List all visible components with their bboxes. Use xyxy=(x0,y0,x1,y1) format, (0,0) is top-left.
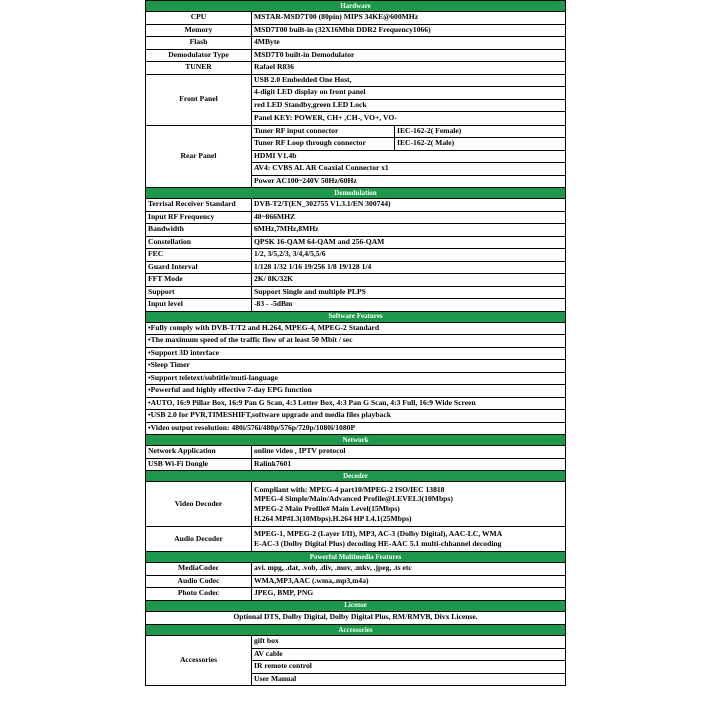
front-panel-item: red LED Standby,green LED Lock xyxy=(252,99,566,112)
front-panel-item: Panel KEY: POWER, CH+ ,CH-, VO+, VO- xyxy=(252,112,566,126)
spec-label: Photo Codec xyxy=(146,588,252,601)
spec-value: WMA,MP3,AAC (.wma,.mp3,m4a) xyxy=(252,575,566,588)
spec-value: DVB-T2/T(EN_302755 V1.3.1/EN 300744) xyxy=(252,199,566,212)
feature-item: •Video output resolution: 480i/576i/480p/576p/720p/1080i/1080P xyxy=(146,422,566,435)
section-header-multimedia: Powerful Multimedia Features xyxy=(146,552,566,563)
rear-panel-item: HDMI V1.4b xyxy=(252,150,566,163)
feature-item: •Powerful and highly effective 7-day EPG function xyxy=(146,385,566,398)
section-header-license: License xyxy=(146,600,566,611)
section-header-accessories: Accessories xyxy=(146,625,566,636)
section-header-network: Network xyxy=(146,435,566,446)
feature-item: •Fully comply with DVB-T/T2 and H.264, MPEG-4, MPEG-2 Standard xyxy=(146,322,566,335)
spec-value: online video , IPTV protocol xyxy=(252,446,566,459)
feature-item: •The maximum speed of the traffic flow of at least 50 Mbit / sec xyxy=(146,335,566,348)
rear-panel-item: AV4: CVBS AL AR Coaxial Connector x1 xyxy=(252,163,566,176)
spec-label: Terrisal Receiver Standard xyxy=(146,199,252,212)
video-decoder-value xyxy=(252,482,566,527)
accessory-item: User Manual xyxy=(252,673,566,686)
feature-item: •Support teletext/subtitle/muti-language xyxy=(146,372,566,385)
spec-value: Support Single and multiple PLPS xyxy=(252,286,566,299)
feature-item: •Sleep Timer xyxy=(146,360,566,373)
rear-panel-label: Rear Panel xyxy=(146,125,252,188)
spec-value: -83 - -5dBm xyxy=(252,299,566,312)
spec-value: 48~866MHZ xyxy=(252,211,566,224)
spec-label: Bandwidth xyxy=(146,224,252,237)
accessory-item: AV cable xyxy=(252,648,566,661)
spec-table xyxy=(145,0,566,686)
video-decoder-line: MPEG-4 Simple/Main/Advanced Profile@LEVEL3(10Mbps) xyxy=(254,494,453,504)
accessory-item: gift box xyxy=(252,636,566,649)
spec-label: MediaCodec xyxy=(146,563,252,576)
rear-panel-spec: IEC-162-2( Male) xyxy=(395,138,566,151)
spec-value: MSD7T00 built-in (32X16Mbit DDR2 Frequency1066) xyxy=(252,24,566,37)
spec-value: Ralink7601 xyxy=(252,458,566,471)
audio-decoder-line: MPEG-1, MPEG-2 (Layer I/II), MP3, AC-3 (Dolby Digital), AAC-LC, WMA xyxy=(254,529,503,539)
rear-panel-item: Power AC100~240V 50Hz/60Hz xyxy=(252,175,566,188)
spec-value: JPEG, BMP, PNG xyxy=(252,588,566,601)
audio-decoder-value xyxy=(252,527,566,552)
spec-label: CPU xyxy=(146,12,252,25)
spec-value: avi. mpg, .dat, .vob, .div, .mov, .mkv, .jpeg, .ts etc xyxy=(252,563,566,576)
spec-label: Memory xyxy=(146,24,252,37)
spec-value: 6MHz,7MHz,8MHz xyxy=(252,224,566,237)
license-text: Optional DTS, Dolby Digital, Dolby Digital Plus, RM/RMVB, Divx License. xyxy=(146,611,566,625)
spec-value: MSTAR-MSD7T00 (80pin) MIPS 34KE@600MHz xyxy=(252,12,566,25)
front-panel-label: Front Panel xyxy=(146,74,252,125)
section-header-software: Software Features xyxy=(146,311,566,322)
spec-label: Constellation xyxy=(146,236,252,249)
video-decoder-line: Compliant with: MPEG-4 part10/MPEG-2 ISO/IEC 13818 xyxy=(254,484,445,494)
feature-item: •USB 2.0 for PVR,TIMESHIFT,software upgrade and media files playback xyxy=(146,410,566,423)
feature-item: •Support 3D interface xyxy=(146,347,566,360)
accessories-label: Accessories xyxy=(146,636,252,686)
spec-label: Flash xyxy=(146,37,252,50)
spec-sheet xyxy=(145,0,565,686)
rear-panel-item: Tuner RF Loop through connector xyxy=(252,138,395,151)
video-decoder-line: H.264 MP#L3(10Mbps).H.264 HP L4.1(25Mbps) xyxy=(254,513,412,523)
feature-item: •AUTO, 16:9 Pillar Box, 16:9 Pan G Scan, 4:3 Letter Box, 4:3 Pan G Scan, 4:3 Full, 16:9 Wide Screen xyxy=(146,397,566,410)
video-decoder-label: Video Decoder xyxy=(146,482,252,527)
spec-value: MSD7T0 built-in Demodulator xyxy=(252,49,566,62)
spec-label: Input RF Frequency xyxy=(146,211,252,224)
spec-label: TUNER xyxy=(146,62,252,75)
spec-value: 1/128 1/32 1/16 19/256 1/8 19/128 1/4 xyxy=(252,261,566,274)
audio-decoder-label: Audio Decoder xyxy=(146,527,252,552)
spec-label: FFT Mode xyxy=(146,274,252,287)
section-header-hardware: Hardware xyxy=(146,1,566,12)
spec-label: Network Application xyxy=(146,446,252,459)
video-decoder-line: MPEG-2 Main Profile# Main Level(15Mbps) xyxy=(254,504,400,513)
spec-value: 4MByte xyxy=(252,37,566,50)
spec-label: USB Wi-Fi Dongle xyxy=(146,458,252,471)
section-header-decoder: Decoder xyxy=(146,471,566,482)
front-panel-item: USB 2.0 Embedded One Host, xyxy=(252,74,566,87)
spec-label: FEC xyxy=(146,249,252,262)
spec-value: 2K/ 8K/32K xyxy=(252,274,566,287)
accessory-item: IR remote control xyxy=(252,661,566,674)
spec-value: QPSK 16-QAM 64-QAM and 256-QAM xyxy=(252,236,566,249)
spec-value: 1/2, 3/5,2/3, 3/4,4/5,5/6 xyxy=(252,249,566,262)
rear-panel-spec: IEC-162-2( Female) xyxy=(395,125,566,138)
spec-label: Audio Codec xyxy=(146,575,252,588)
spec-label: Input level xyxy=(146,299,252,312)
spec-label: Demodulator Type xyxy=(146,49,252,62)
spec-value: Rafael R836 xyxy=(252,62,566,75)
audio-decoder-line: E-AC-3 (Dolby Digital Plus) decoding HE-AAC 5.1 multi-chhannel decoding xyxy=(254,539,502,548)
spec-label: Support xyxy=(146,286,252,299)
rear-panel-item: Tuner RF input connector xyxy=(252,125,395,138)
spec-label: Guard Interval xyxy=(146,261,252,274)
front-panel-item: 4-digit LED display on front panel xyxy=(252,87,566,100)
section-header-demodulation: Demodulation xyxy=(146,188,566,199)
